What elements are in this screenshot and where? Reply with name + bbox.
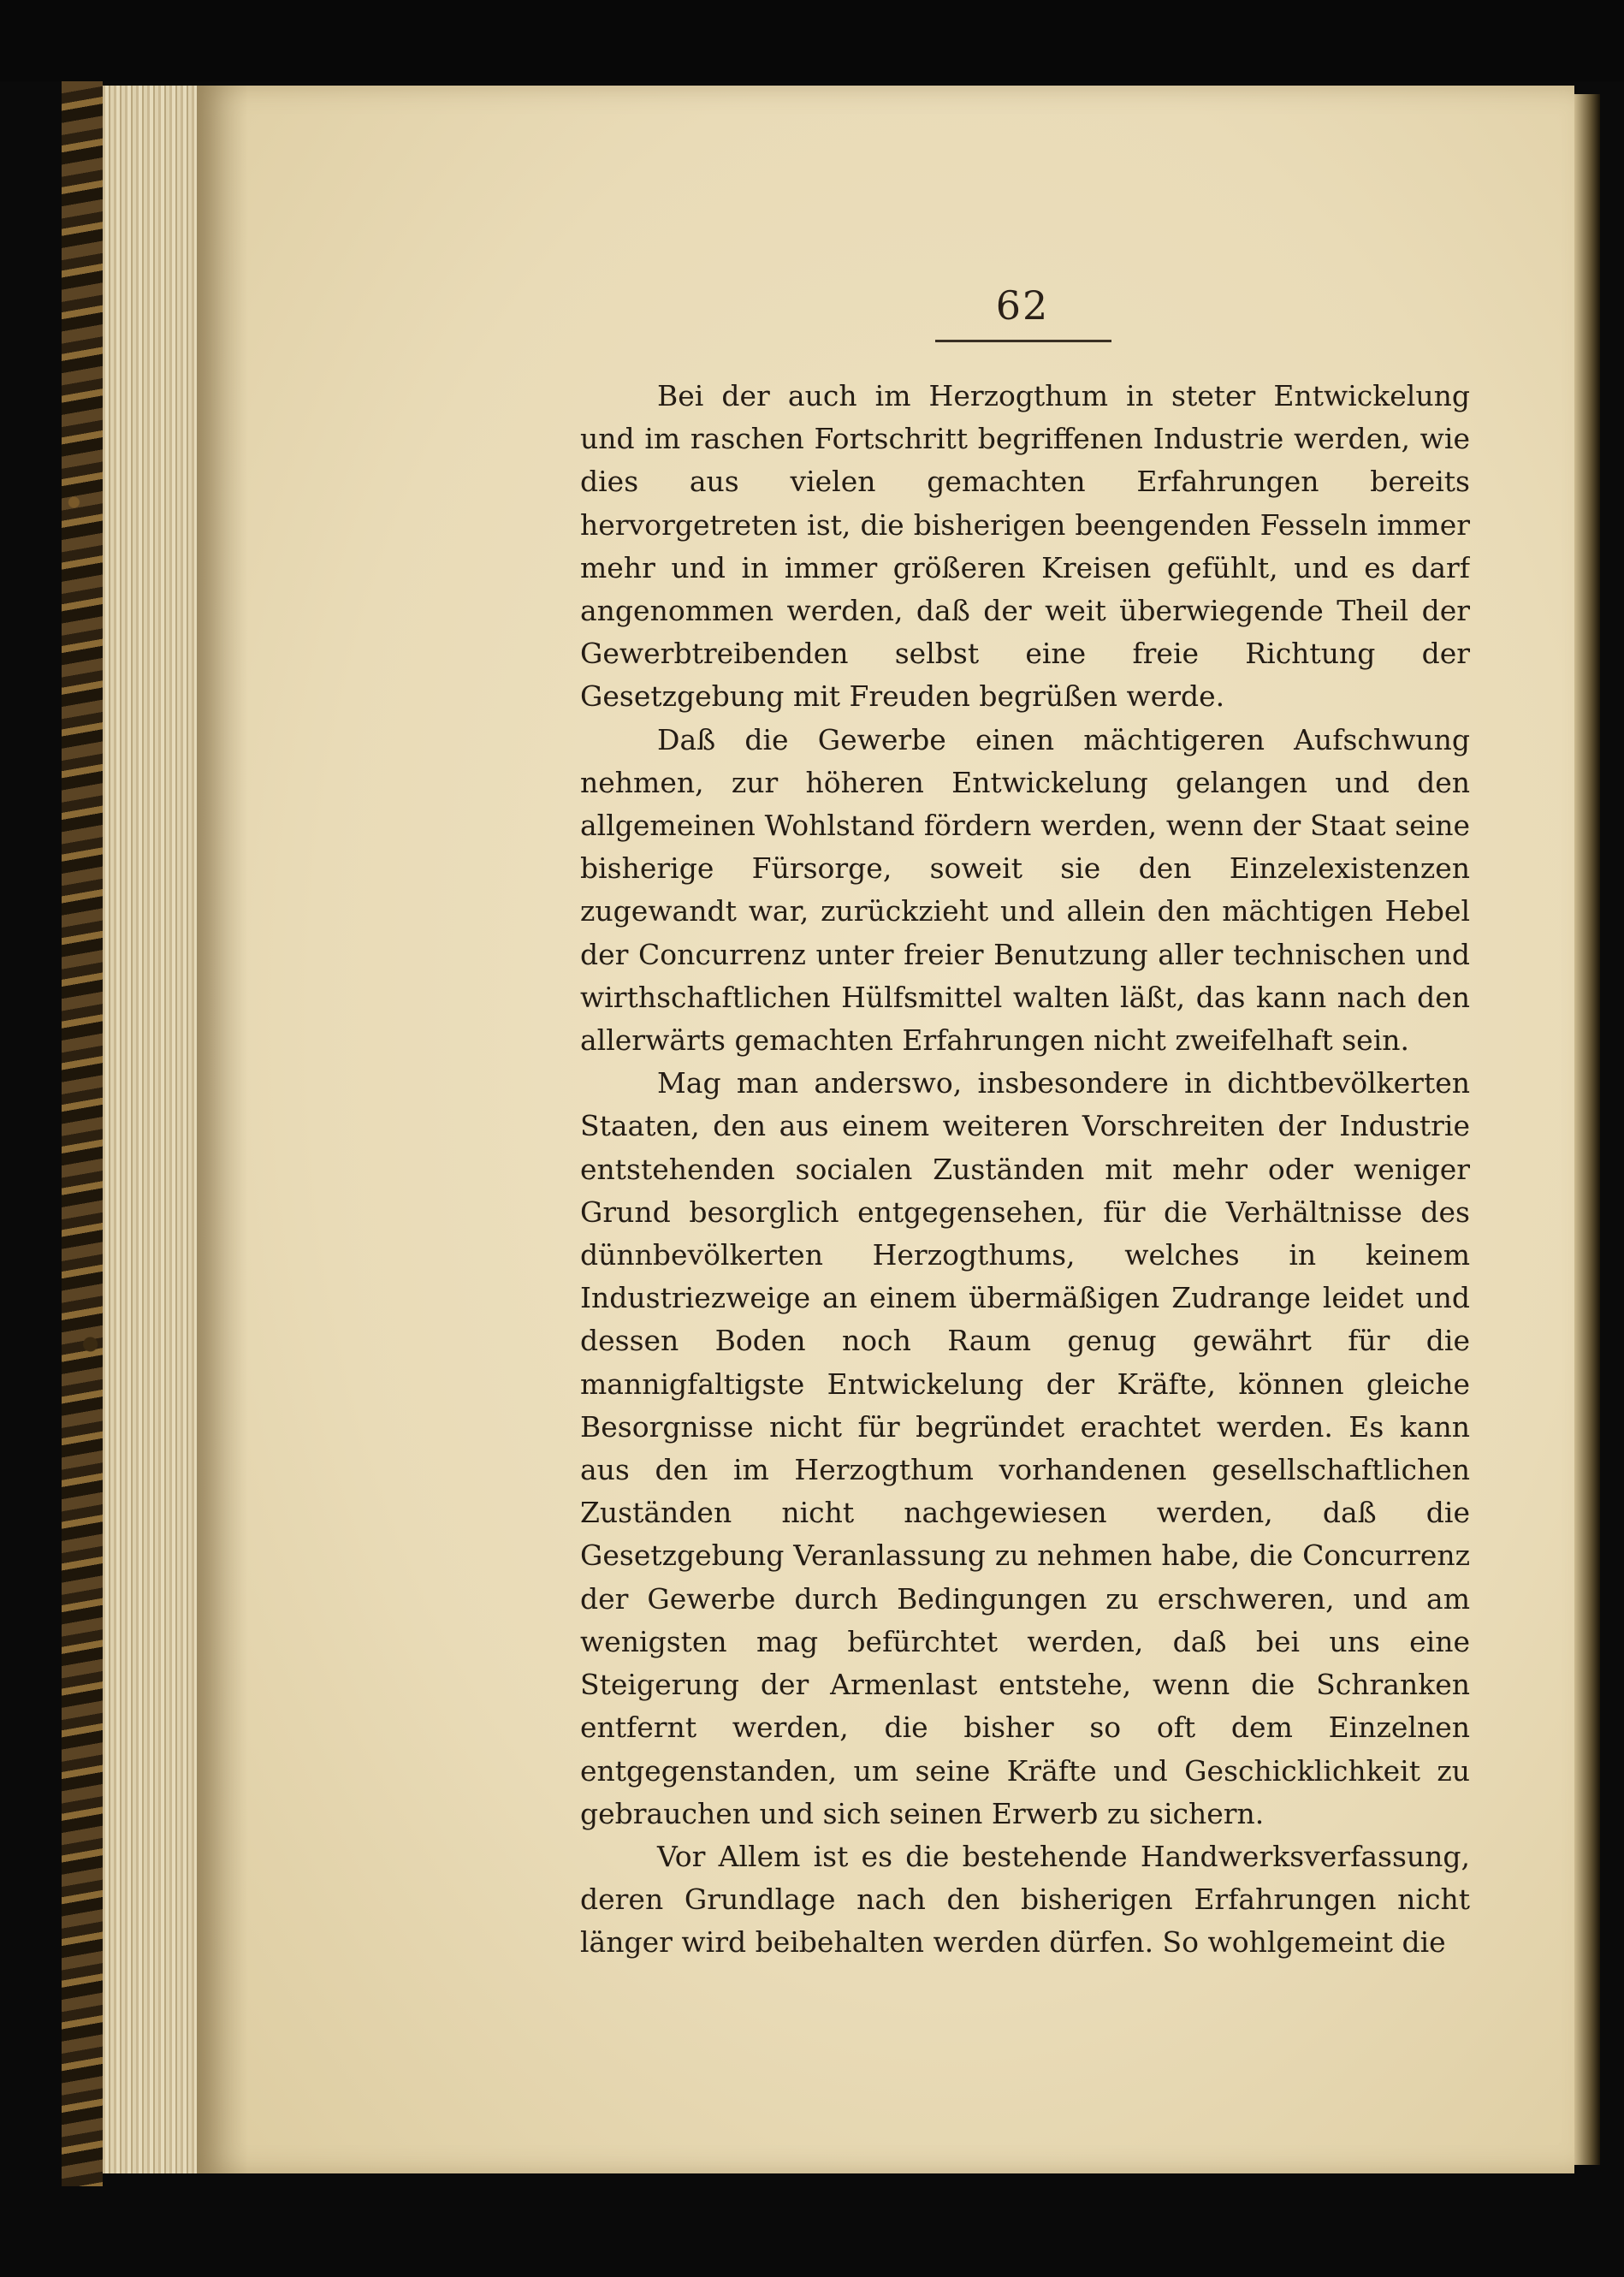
page-edges xyxy=(103,86,197,2173)
page-right-edge xyxy=(1574,94,1600,2165)
gutter-shadow xyxy=(197,86,248,2173)
paragraph-3: Mag man anderswo, insbesondere in dichtbevölkerten Staaten, den aus einem weiteren Vorschreiten der Industrie entstehenden socialen Zuständen mit mehr oder weniger Grund besorglich entgegensehen, für die Verhältnisse des dünnbevölkerten Herzogthums, welches in keinem Industriezweige an einem übermäßigen Zudrange leidet und dessen Boden noch Raum genug gewährt für die mannigfaltigste Entwickelung der Kräfte, können gleiche Besorgnisse nicht für begründet erachtet werden. Es kann aus den im Herzogthum vorhandenen gesellschaftlichen Zuständen nicht nachgewiesen werden, daß die Gesetzgebung Veranlassung zu nehmen habe, die Concurrenz der Gewerbe durch Bedingungen zu erschweren, und am wenigsten mag befürchtet werden, daß bei uns eine Steigerung der Armenlast entstehe, wenn die Schranken entfernt werden, die bisher so oft dem Einzelnen entgegenstanden, um seine Kräfte und Geschicklichkeit zu gebrauchen und sich seinen Erwerb zu sichern. xyxy=(580,1066,1470,1830)
book-cover-marbled xyxy=(62,81,103,2186)
page-number: 62 xyxy=(995,282,1050,329)
scan-background-bottom xyxy=(0,2186,1624,2277)
header-rule xyxy=(935,340,1111,342)
paragraph-4: Vor Allem ist es die bestehende Handwerksverfassung, deren Grundlage nach den bisherigen Erfahrungen nicht länger wird beibehalten werden dürfen. So wohlgemeint die xyxy=(580,1839,1470,1960)
scan-background-top xyxy=(0,0,1624,81)
paragraph-1: Bei der auch im Herzogthum in steter Entwickelung und im raschen Fortschritt begriffenen Industrie werden, wie dies aus vielen gemachten Erfahrungen bereits hervorgetreten ist, die bisherigen beengenden Fesseln immer mehr und in immer größeren Kreisen gefühlt, und es darf angenommen werden, daß der weit überwiegende Theil der Gewerbtreibenden selbst eine freie Richtung der Gesetzgebung mit Freuden begrüßen werde. xyxy=(580,379,1470,714)
paragraph-2: Daß die Gewerbe einen mächtigeren Aufschwung nehmen, zur höheren Entwickelung gelangen und den allgemeinen Wohlstand fördern werden, wenn der Staat seine bisherige Fürsorge, soweit sie den Einzelexistenzen zugewandt war, zurückzieht und allein den mächtigen Hebel der Concurrenz unter freier Benutzung aller technischen und wirthschaftlichen Hülfsmittel walten läßt, das kann nach den allerwärts gemachten Erfahrungen nicht zweifelhaft sein. xyxy=(580,722,1470,1058)
body-text xyxy=(580,375,1470,1983)
